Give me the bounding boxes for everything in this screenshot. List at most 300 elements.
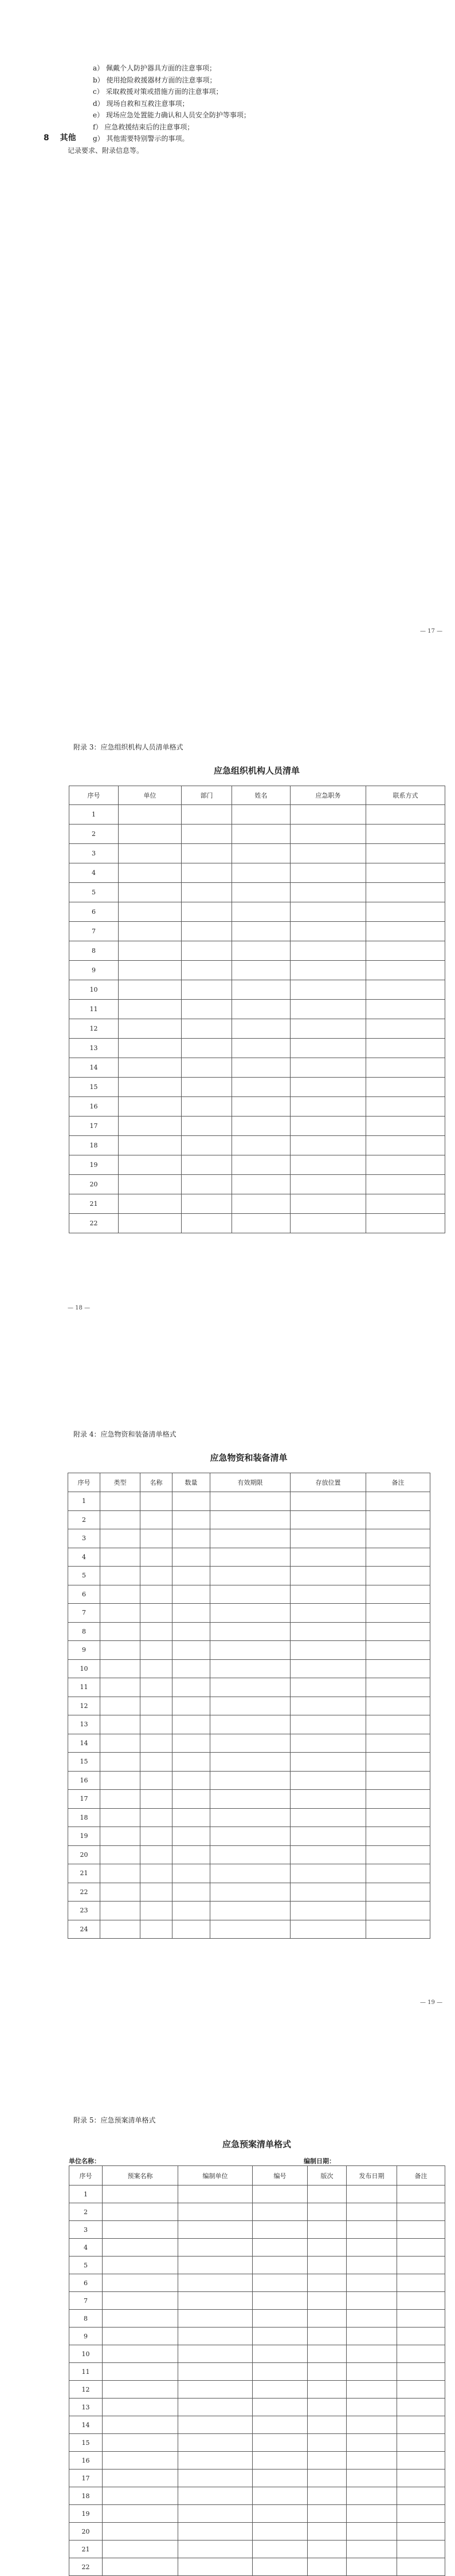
empty-cell[interactable] [140, 1845, 172, 1864]
empty-cell[interactable] [253, 2186, 308, 2203]
empty-cell[interactable] [210, 1641, 291, 1660]
empty-cell[interactable] [232, 980, 291, 1000]
empty-cell[interactable] [397, 2239, 445, 2257]
empty-cell[interactable] [182, 1175, 232, 1194]
empty-cell[interactable] [119, 863, 182, 883]
empty-cell[interactable] [103, 2363, 178, 2381]
empty-cell[interactable] [291, 1000, 366, 1019]
empty-cell[interactable] [397, 2381, 445, 2399]
empty-cell[interactable] [100, 1864, 140, 1883]
empty-cell[interactable] [366, 805, 445, 825]
empty-cell[interactable] [210, 1604, 291, 1623]
empty-cell[interactable] [172, 1622, 210, 1641]
empty-cell[interactable] [178, 2328, 253, 2345]
empty-cell[interactable] [347, 2434, 397, 2452]
empty-cell[interactable] [347, 2381, 397, 2399]
empty-cell[interactable] [308, 2328, 347, 2345]
empty-cell[interactable] [210, 1510, 291, 1529]
empty-cell[interactable] [366, 825, 445, 844]
empty-cell[interactable] [119, 1136, 182, 1155]
empty-cell[interactable] [103, 2292, 178, 2310]
empty-cell[interactable] [232, 1039, 291, 1058]
empty-cell[interactable] [291, 1136, 366, 1155]
empty-cell[interactable] [119, 1155, 182, 1175]
empty-cell[interactable] [366, 1622, 430, 1641]
empty-cell[interactable] [253, 2292, 308, 2310]
empty-cell[interactable] [182, 980, 232, 1000]
empty-cell[interactable] [140, 1659, 172, 1678]
empty-cell[interactable] [291, 961, 366, 980]
empty-cell[interactable] [347, 2487, 397, 2505]
empty-cell[interactable] [119, 805, 182, 825]
empty-cell[interactable] [210, 1567, 291, 1585]
empty-cell[interactable] [232, 1214, 291, 1233]
empty-cell[interactable] [182, 961, 232, 980]
empty-cell[interactable] [232, 863, 291, 883]
empty-cell[interactable] [308, 2274, 347, 2292]
empty-cell[interactable] [366, 1175, 445, 1194]
empty-cell[interactable] [210, 1753, 291, 1772]
empty-cell[interactable] [291, 1097, 366, 1117]
empty-cell[interactable] [291, 1175, 366, 1194]
empty-cell[interactable] [172, 1697, 210, 1715]
empty-cell[interactable] [366, 844, 445, 863]
empty-cell[interactable] [182, 1117, 232, 1136]
empty-cell[interactable] [308, 2257, 347, 2274]
empty-cell[interactable] [291, 1678, 366, 1697]
empty-cell[interactable] [291, 1058, 366, 1078]
empty-cell[interactable] [308, 2381, 347, 2399]
empty-cell[interactable] [119, 941, 182, 961]
empty-cell[interactable] [253, 2505, 308, 2523]
empty-cell[interactable] [182, 1097, 232, 1117]
empty-cell[interactable] [172, 1604, 210, 1623]
empty-cell[interactable] [291, 922, 366, 941]
empty-cell[interactable] [347, 2505, 397, 2523]
empty-cell[interactable] [210, 1697, 291, 1715]
empty-cell[interactable] [291, 1845, 366, 1864]
empty-cell[interactable] [232, 1175, 291, 1194]
empty-cell[interactable] [308, 2487, 347, 2505]
empty-cell[interactable] [291, 1622, 366, 1641]
empty-cell[interactable] [119, 922, 182, 941]
empty-cell[interactable] [347, 2345, 397, 2363]
empty-cell[interactable] [140, 1883, 172, 1902]
empty-cell[interactable] [103, 2203, 178, 2221]
empty-cell[interactable] [178, 2470, 253, 2487]
empty-cell[interactable] [232, 1194, 291, 1214]
empty-cell[interactable] [397, 2363, 445, 2381]
empty-cell[interactable] [210, 1845, 291, 1864]
empty-cell[interactable] [182, 805, 232, 825]
empty-cell[interactable] [366, 863, 445, 883]
empty-cell[interactable] [397, 2274, 445, 2292]
empty-cell[interactable] [172, 1790, 210, 1809]
empty-cell[interactable] [210, 1771, 291, 1790]
empty-cell[interactable] [397, 2345, 445, 2363]
empty-cell[interactable] [119, 902, 182, 922]
empty-cell[interactable] [232, 1117, 291, 1136]
empty-cell[interactable] [172, 1659, 210, 1678]
empty-cell[interactable] [119, 1117, 182, 1136]
empty-cell[interactable] [291, 1039, 366, 1058]
empty-cell[interactable] [182, 1058, 232, 1078]
empty-cell[interactable] [210, 1529, 291, 1548]
empty-cell[interactable] [366, 1883, 430, 1902]
empty-cell[interactable] [366, 1019, 445, 1039]
empty-cell[interactable] [308, 2239, 347, 2257]
empty-cell[interactable] [103, 2505, 178, 2523]
empty-cell[interactable] [291, 1902, 366, 1920]
empty-cell[interactable] [232, 1058, 291, 1078]
empty-cell[interactable] [178, 2399, 253, 2416]
empty-cell[interactable] [253, 2416, 308, 2434]
empty-cell[interactable] [291, 1790, 366, 1809]
empty-cell[interactable] [178, 2292, 253, 2310]
empty-cell[interactable] [366, 1678, 430, 1697]
empty-cell[interactable] [140, 1734, 172, 1753]
empty-cell[interactable] [182, 844, 232, 863]
empty-cell[interactable] [232, 1155, 291, 1175]
empty-cell[interactable] [366, 941, 445, 961]
empty-cell[interactable] [100, 1734, 140, 1753]
empty-cell[interactable] [347, 2203, 397, 2221]
empty-cell[interactable] [172, 1678, 210, 1697]
empty-cell[interactable] [100, 1845, 140, 1864]
empty-cell[interactable] [366, 961, 445, 980]
empty-cell[interactable] [291, 1641, 366, 1660]
empty-cell[interactable] [100, 1697, 140, 1715]
empty-cell[interactable] [172, 1492, 210, 1511]
empty-cell[interactable] [140, 1771, 172, 1790]
empty-cell[interactable] [178, 2416, 253, 2434]
empty-cell[interactable] [366, 922, 445, 941]
empty-cell[interactable] [291, 1585, 366, 1604]
empty-cell[interactable] [366, 1510, 430, 1529]
empty-cell[interactable] [140, 1529, 172, 1548]
empty-cell[interactable] [140, 1585, 172, 1604]
empty-cell[interactable] [308, 2292, 347, 2310]
empty-cell[interactable] [140, 1604, 172, 1623]
empty-cell[interactable] [291, 1604, 366, 1623]
empty-cell[interactable] [178, 2505, 253, 2523]
empty-cell[interactable] [178, 2310, 253, 2328]
empty-cell[interactable] [366, 1194, 445, 1214]
empty-cell[interactable] [397, 2470, 445, 2487]
empty-cell[interactable] [172, 1827, 210, 1846]
empty-cell[interactable] [291, 1155, 366, 1175]
empty-cell[interactable] [100, 1827, 140, 1846]
empty-cell[interactable] [366, 1659, 430, 1678]
empty-cell[interactable] [253, 2221, 308, 2239]
empty-cell[interactable] [103, 2310, 178, 2328]
empty-cell[interactable] [119, 1194, 182, 1214]
empty-cell[interactable] [178, 2203, 253, 2221]
empty-cell[interactable] [308, 2345, 347, 2363]
empty-cell[interactable] [397, 2310, 445, 2328]
empty-cell[interactable] [103, 2257, 178, 2274]
empty-cell[interactable] [253, 2310, 308, 2328]
empty-cell[interactable] [366, 1771, 430, 1790]
empty-cell[interactable] [119, 1078, 182, 1097]
empty-cell[interactable] [291, 1715, 366, 1734]
empty-cell[interactable] [366, 1902, 430, 1920]
empty-cell[interactable] [347, 2257, 397, 2274]
empty-cell[interactable] [100, 1659, 140, 1678]
empty-cell[interactable] [103, 2381, 178, 2399]
empty-cell[interactable] [291, 1864, 366, 1883]
empty-cell[interactable] [291, 1194, 366, 1214]
empty-cell[interactable] [347, 2328, 397, 2345]
empty-cell[interactable] [100, 1492, 140, 1511]
empty-cell[interactable] [232, 883, 291, 902]
empty-cell[interactable] [308, 2452, 347, 2470]
empty-cell[interactable] [119, 980, 182, 1000]
empty-cell[interactable] [253, 2257, 308, 2274]
empty-cell[interactable] [253, 2558, 308, 2576]
empty-cell[interactable] [308, 2505, 347, 2523]
empty-cell[interactable] [366, 1492, 430, 1511]
empty-cell[interactable] [178, 2381, 253, 2399]
empty-cell[interactable] [210, 1808, 291, 1827]
empty-cell[interactable] [178, 2239, 253, 2257]
empty-cell[interactable] [140, 1510, 172, 1529]
empty-cell[interactable] [308, 2558, 347, 2576]
empty-cell[interactable] [366, 1058, 445, 1078]
empty-cell[interactable] [366, 1548, 430, 1567]
empty-cell[interactable] [347, 2221, 397, 2239]
empty-cell[interactable] [253, 2345, 308, 2363]
empty-cell[interactable] [178, 2558, 253, 2576]
empty-cell[interactable] [397, 2487, 445, 2505]
empty-cell[interactable] [103, 2523, 178, 2541]
empty-cell[interactable] [397, 2203, 445, 2221]
empty-cell[interactable] [210, 1734, 291, 1753]
empty-cell[interactable] [182, 1019, 232, 1039]
empty-cell[interactable] [291, 1808, 366, 1827]
empty-cell[interactable] [291, 1078, 366, 1097]
empty-cell[interactable] [210, 1622, 291, 1641]
empty-cell[interactable] [253, 2452, 308, 2470]
empty-cell[interactable] [172, 1641, 210, 1660]
empty-cell[interactable] [232, 1019, 291, 1039]
empty-cell[interactable] [100, 1790, 140, 1809]
empty-cell[interactable] [397, 2505, 445, 2523]
empty-cell[interactable] [366, 1529, 430, 1548]
empty-cell[interactable] [397, 2416, 445, 2434]
empty-cell[interactable] [347, 2452, 397, 2470]
empty-cell[interactable] [178, 2523, 253, 2541]
empty-cell[interactable] [182, 1194, 232, 1214]
empty-cell[interactable] [253, 2274, 308, 2292]
empty-cell[interactable] [291, 825, 366, 844]
empty-cell[interactable] [347, 2470, 397, 2487]
empty-cell[interactable] [347, 2523, 397, 2541]
empty-cell[interactable] [366, 1214, 445, 1233]
empty-cell[interactable] [291, 1697, 366, 1715]
empty-cell[interactable] [178, 2487, 253, 2505]
empty-cell[interactable] [140, 1808, 172, 1827]
empty-cell[interactable] [182, 1136, 232, 1155]
empty-cell[interactable] [232, 941, 291, 961]
empty-cell[interactable] [182, 922, 232, 941]
empty-cell[interactable] [103, 2328, 178, 2345]
empty-cell[interactable] [172, 1883, 210, 1902]
empty-cell[interactable] [308, 2470, 347, 2487]
empty-cell[interactable] [119, 883, 182, 902]
empty-cell[interactable] [366, 1039, 445, 1058]
empty-cell[interactable] [366, 1000, 445, 1019]
empty-cell[interactable] [100, 1510, 140, 1529]
empty-cell[interactable] [140, 1864, 172, 1883]
empty-cell[interactable] [366, 1715, 430, 1734]
empty-cell[interactable] [103, 2416, 178, 2434]
empty-cell[interactable] [397, 2328, 445, 2345]
empty-cell[interactable] [178, 2541, 253, 2558]
empty-cell[interactable] [178, 2434, 253, 2452]
empty-cell[interactable] [103, 2399, 178, 2416]
empty-cell[interactable] [232, 805, 291, 825]
empty-cell[interactable] [366, 883, 445, 902]
empty-cell[interactable] [291, 1771, 366, 1790]
empty-cell[interactable] [210, 1864, 291, 1883]
empty-cell[interactable] [232, 922, 291, 941]
empty-cell[interactable] [100, 1753, 140, 1772]
empty-cell[interactable] [172, 1585, 210, 1604]
empty-cell[interactable] [291, 941, 366, 961]
empty-cell[interactable] [100, 1567, 140, 1585]
empty-cell[interactable] [232, 902, 291, 922]
empty-cell[interactable] [253, 2203, 308, 2221]
empty-cell[interactable] [347, 2310, 397, 2328]
empty-cell[interactable] [172, 1753, 210, 1772]
empty-cell[interactable] [291, 902, 366, 922]
empty-cell[interactable] [291, 1510, 366, 1529]
empty-cell[interactable] [100, 1548, 140, 1567]
empty-cell[interactable] [140, 1715, 172, 1734]
empty-cell[interactable] [253, 2363, 308, 2381]
empty-cell[interactable] [366, 1827, 430, 1846]
empty-cell[interactable] [103, 2487, 178, 2505]
empty-cell[interactable] [366, 1808, 430, 1827]
empty-cell[interactable] [291, 805, 366, 825]
empty-cell[interactable] [119, 1000, 182, 1019]
empty-cell[interactable] [178, 2274, 253, 2292]
empty-cell[interactable] [291, 1214, 366, 1233]
empty-cell[interactable] [210, 1902, 291, 1920]
empty-cell[interactable] [347, 2541, 397, 2558]
empty-cell[interactable] [232, 1097, 291, 1117]
empty-cell[interactable] [140, 1827, 172, 1846]
empty-cell[interactable] [100, 1678, 140, 1697]
empty-cell[interactable] [100, 1622, 140, 1641]
empty-cell[interactable] [100, 1771, 140, 1790]
empty-cell[interactable] [178, 2452, 253, 2470]
empty-cell[interactable] [291, 1827, 366, 1846]
empty-cell[interactable] [103, 2434, 178, 2452]
empty-cell[interactable] [172, 1920, 210, 1939]
empty-cell[interactable] [308, 2203, 347, 2221]
empty-cell[interactable] [172, 1715, 210, 1734]
empty-cell[interactable] [103, 2452, 178, 2470]
empty-cell[interactable] [347, 2239, 397, 2257]
empty-cell[interactable] [291, 1492, 366, 1511]
empty-cell[interactable] [140, 1492, 172, 1511]
empty-cell[interactable] [232, 1078, 291, 1097]
empty-cell[interactable] [347, 2292, 397, 2310]
empty-cell[interactable] [397, 2541, 445, 2558]
empty-cell[interactable] [366, 1567, 430, 1585]
empty-cell[interactable] [308, 2221, 347, 2239]
empty-cell[interactable] [291, 1920, 366, 1939]
empty-cell[interactable] [291, 1883, 366, 1902]
empty-cell[interactable] [366, 1604, 430, 1623]
empty-cell[interactable] [366, 1641, 430, 1660]
empty-cell[interactable] [182, 1000, 232, 1019]
empty-cell[interactable] [119, 1097, 182, 1117]
empty-cell[interactable] [100, 1715, 140, 1734]
empty-cell[interactable] [100, 1920, 140, 1939]
empty-cell[interactable] [119, 961, 182, 980]
empty-cell[interactable] [397, 2292, 445, 2310]
empty-cell[interactable] [291, 1567, 366, 1585]
empty-cell[interactable] [100, 1585, 140, 1604]
empty-cell[interactable] [366, 1155, 445, 1175]
empty-cell[interactable] [172, 1845, 210, 1864]
empty-cell[interactable] [397, 2399, 445, 2416]
empty-cell[interactable] [140, 1641, 172, 1660]
empty-cell[interactable] [397, 2257, 445, 2274]
empty-cell[interactable] [172, 1548, 210, 1567]
empty-cell[interactable] [182, 902, 232, 922]
empty-cell[interactable] [182, 941, 232, 961]
empty-cell[interactable] [103, 2470, 178, 2487]
empty-cell[interactable] [172, 1567, 210, 1585]
empty-cell[interactable] [103, 2186, 178, 2203]
empty-cell[interactable] [366, 1117, 445, 1136]
empty-cell[interactable] [308, 2541, 347, 2558]
empty-cell[interactable] [119, 1175, 182, 1194]
empty-cell[interactable] [140, 1902, 172, 1920]
empty-cell[interactable] [140, 1790, 172, 1809]
empty-cell[interactable] [140, 1678, 172, 1697]
empty-cell[interactable] [347, 2558, 397, 2576]
empty-cell[interactable] [210, 1920, 291, 1939]
empty-cell[interactable] [178, 2186, 253, 2203]
empty-cell[interactable] [291, 883, 366, 902]
empty-cell[interactable] [347, 2186, 397, 2203]
empty-cell[interactable] [366, 1136, 445, 1155]
empty-cell[interactable] [366, 1790, 430, 1809]
empty-cell[interactable] [140, 1753, 172, 1772]
empty-cell[interactable] [253, 2541, 308, 2558]
empty-cell[interactable] [308, 2523, 347, 2541]
empty-cell[interactable] [291, 1659, 366, 1678]
empty-cell[interactable] [100, 1808, 140, 1827]
empty-cell[interactable] [182, 863, 232, 883]
empty-cell[interactable] [397, 2452, 445, 2470]
empty-cell[interactable] [397, 2434, 445, 2452]
empty-cell[interactable] [100, 1641, 140, 1660]
empty-cell[interactable] [119, 1058, 182, 1078]
empty-cell[interactable] [140, 1548, 172, 1567]
empty-cell[interactable] [366, 1697, 430, 1715]
empty-cell[interactable] [308, 2186, 347, 2203]
empty-cell[interactable] [100, 1902, 140, 1920]
empty-cell[interactable] [366, 1097, 445, 1117]
empty-cell[interactable] [291, 1019, 366, 1039]
empty-cell[interactable] [210, 1883, 291, 1902]
